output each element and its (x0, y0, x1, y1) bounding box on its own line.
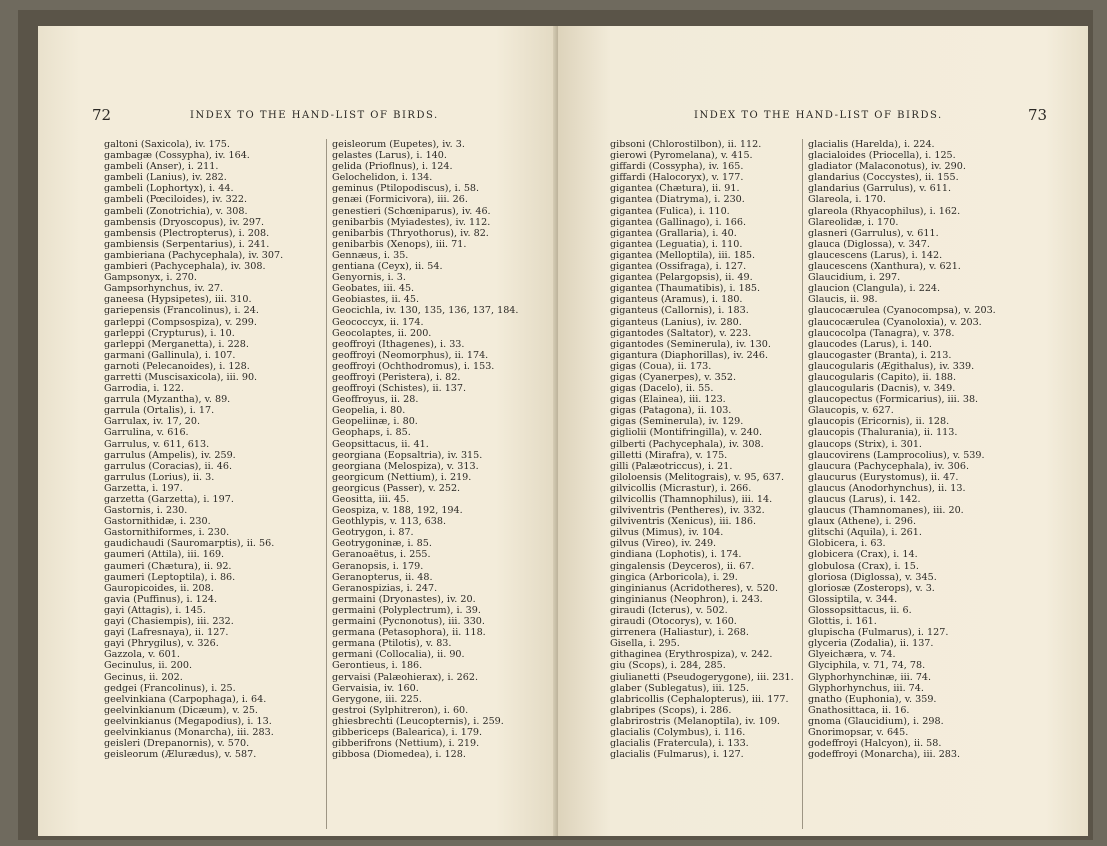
index-entry: gaumeri (Attila), iii. 169. (104, 549, 225, 561)
index-entry: garrulus (Coracias), ii. 46. (104, 460, 233, 472)
index-entry: glacialis (Harelda), i. 224. (808, 139, 935, 150)
index-entry: gigantea (Grallaria), i. 40. (610, 227, 737, 239)
index-entry: Geositta, iii. 45. (332, 494, 410, 505)
index-entry: giganteus (Aramus), i. 180. (610, 294, 743, 306)
index-entry: garrulus (Lorius), ii. 3. (104, 471, 215, 483)
index-entry: Gerygone, iii. 225. (332, 693, 422, 705)
index-entry: glaber (Sublegatus), iii. 125. (610, 682, 750, 694)
index-entry: germana (Ptilotis), v. 83. (332, 638, 452, 650)
index-entry: gambagæ (Cossypha), iv. 164. (104, 150, 250, 162)
index-entry: Gerontieus, i. 186. (332, 660, 423, 672)
index-entry: Garrulus, v. 611, 613. (104, 438, 210, 450)
index-entry: gnatho (Euphonia), v. 359. (808, 693, 937, 705)
index-entry: garmani (Gallinula), i. 107. (104, 349, 236, 361)
index-entry: ganeesa (Hypsipetes), iii. 310. (104, 294, 252, 306)
index-entry: genibarbis (Thryothorus), iv. 82. (332, 227, 489, 239)
index-entry: gilli (Palæotriccus), i. 21. (610, 460, 733, 472)
index-entry: gambensis (Dryoscopus), iv. 297. (104, 216, 265, 228)
index-entry: gilvus (Vireo), iv. 249. (610, 538, 717, 550)
index-entry: Geranoaëtus, i. 255. (332, 549, 431, 561)
index-entry: gambiensis (Serpentarius), i. 241. (104, 238, 270, 250)
index-entry: glaucodes (Larus), i. 140. (808, 338, 932, 350)
column-rule-right (802, 139, 803, 829)
index-entry: geoffroyi (Ithagenes), i. 33. (332, 338, 465, 350)
index-entry: georgicum (Nettium), i. 219. (332, 471, 472, 483)
index-entry: glacialis (Fratercula), i. 133. (610, 738, 749, 750)
index-entry: giganteus (Lanius), iv. 280. (610, 316, 742, 328)
index-entry: giulianetti (Pseudogerygone), iii. 231. (610, 671, 794, 683)
index-entry: gigas (Elainea), iii. 123. (610, 394, 726, 406)
index-entry: garzetta (Garzetta), i. 197. (104, 494, 234, 505)
index-entry: geelvinkianum (Dicæum), v. 25. (104, 704, 258, 716)
index-entry: gigas (Cyanerpes), v. 352. (610, 371, 737, 383)
index-entry: glandarius (Garrulus), v. 611. (808, 183, 952, 195)
index-entry: gelastes (Larus), i. 140. (332, 150, 447, 162)
index-entry: gayi (Chasiempis), iii. 232. (104, 616, 234, 628)
index-entry: Gecinus, ii. 202. (104, 671, 183, 683)
index-entry: gayi (Attagis), i. 145. (104, 604, 206, 616)
index-column-right-2 (808, 139, 996, 760)
left-page (38, 26, 558, 836)
index-entry: giganteus (Callornis), i. 183. (610, 305, 749, 317)
index-column-left-2 (332, 139, 518, 760)
index-entry: Geopeliinæ, i. 80. (332, 416, 418, 428)
index-entry: gayi (Lafresnaya), ii. 127. (104, 627, 229, 639)
index-entry: godeffroyi (Monarcha), iii. 283. (808, 749, 961, 761)
index-entry: Glyphorhynchinæ, iii. 74. (808, 671, 932, 683)
index-entry: Glareola, i. 170. (808, 194, 886, 206)
index-entry: geoffroyi (Neomorphus), ii. 174. (332, 349, 489, 361)
index-entry: godeffroyi (Halcyon), ii. 58. (808, 738, 942, 750)
index-entry: germaini (Dryonastes), iv. 20. (332, 593, 476, 605)
index-entry: gigantura (Diaphorillas), iv. 246. (610, 349, 769, 361)
index-entry: giloloensis (Melitograis), v. 95, 637. (610, 471, 785, 483)
index-entry: globicera (Crax), i. 14. (808, 549, 918, 561)
index-entry: gilberti (Pachycephala), iv. 308. (610, 438, 764, 450)
index-entry: glareola (Rhyacophilus), i. 162. (808, 205, 961, 217)
index-entry: geisleorum (Ælurædus), v. 587. (104, 749, 257, 761)
index-entry: gilviventris (Xenicus), iii. 186. (610, 516, 757, 528)
index-entry: glasneri (Garrulus), v. 611. (808, 227, 939, 239)
index-entry: glaucocolpa (Tanagra), v. 378. (808, 327, 955, 339)
index-entry: Glaucis, ii. 98. (808, 294, 878, 306)
index-entry: gibsoni (Chlorostilbon), ii. 112. (610, 139, 762, 150)
index-entry: glaucopis (Thalurania), ii. 113. (808, 427, 958, 439)
index-entry: gigas (Coua), ii. 173. (610, 360, 712, 372)
index-entry: Geothlypis, v. 113, 638. (332, 516, 447, 528)
index-entry: gentiana (Ceyx), ii. 54. (332, 261, 443, 273)
index-entry: germaini (Pycnonotus), iii. 330. (332, 616, 485, 628)
index-entry: gambieri (Pachycephala), iv. 308. (104, 261, 266, 273)
index-entry: gelida (Prioflnus), i. 124. (332, 161, 453, 173)
index-entry: gigantea (Pelargopsis), ii. 49. (610, 272, 753, 284)
index-entry: Gisella, i. 295. (610, 638, 680, 650)
index-entry: glacialis (Colymbus), i. 116. (610, 726, 746, 738)
index-entry: giffardi (Cossypha), iv. 165. (610, 161, 744, 173)
index-entry: Gampsonyx, i. 270. (104, 272, 197, 284)
index-entry: glaucogaster (Branta), i. 213. (808, 349, 952, 361)
index-entry: ginginianus (Neophron), i. 243. (610, 593, 763, 605)
index-entry: Glottis, i. 161. (808, 616, 877, 628)
index-entry: glaucus (Thamnomanes), iii. 20. (808, 505, 964, 517)
index-entry: glaux (Athene), i. 296. (808, 516, 917, 528)
index-entry: gambeli (Pœciloides), iv. 322. (104, 194, 248, 206)
index-entry: glacialis (Fulmarus), i. 127. (610, 749, 744, 761)
index-entry: Gastornithiformes, i. 230. (104, 527, 230, 539)
index-entry: gilviventris (Pentheres), iv. 332. (610, 505, 765, 517)
running-head-right: INDEX TO THE HAND-LIST OF BIRDS. (694, 110, 943, 121)
index-entry: gibbericeps (Balearica), i. 179. (332, 726, 483, 738)
index-entry: gilletti (Mirafra), v. 175. (610, 449, 728, 461)
index-entry: gigantea (Chætura), ii. 91. (610, 183, 740, 195)
index-entry: gigas (Dacelo), ii. 55. (610, 383, 714, 395)
index-entry: Globicera, i. 63. (808, 538, 886, 550)
index-entry: glaucops (Strix), i. 301. (808, 438, 922, 450)
index-entry: gigantea (Fulica), i. 110. (610, 205, 730, 217)
index-entry: gloriosæ (Zosterops), v. 3. (808, 582, 935, 594)
right-page (558, 26, 1088, 836)
index-entry: gilvicollis (Thamnophilus), iii. 14. (610, 494, 773, 505)
index-entry: Glossiptila, v. 344. (808, 593, 898, 605)
index-entry: Glaucopis, v. 627. (808, 405, 894, 417)
index-entry: gedgei (Francolinus), i. 25. (104, 682, 236, 694)
index-entry: Glaucidium, i. 297. (808, 272, 901, 284)
index-entry: geminus (Ptilopodiscus), i. 58. (332, 183, 480, 195)
index-entry: glaucocærulea (Cyanocompsa), v. 203. (808, 305, 996, 317)
index-entry: glabripes (Scops), i. 286. (610, 704, 732, 716)
index-entry: gindiana (Lophotis), i. 174. (610, 549, 742, 561)
index-entry: glaucion (Clangula), i. 224. (808, 283, 941, 295)
index-entry: Geocolaptes, ii. 200. (332, 327, 432, 339)
open-book (18, 10, 1093, 840)
index-entry: gnoma (Glaucidium), i. 298. (808, 715, 944, 727)
index-entry: glauca (Diglossa), v. 347. (808, 238, 930, 250)
index-entry: giffardi (Halocoryx), v. 177. (610, 172, 744, 184)
index-entry: gigantea (Diatryma), i. 230. (610, 194, 745, 206)
index-entry: garrula (Myzantha), v. 89. (104, 394, 231, 406)
index-entry: garrula (Ortalis), i. 17. (104, 405, 215, 417)
index-entry: Geophaps, i. 85. (332, 427, 411, 439)
index-entry: gigantodes (Seminerula), iv. 130. (610, 338, 771, 350)
index-entry: gambieriana (Pachycephala), iv. 307. (104, 249, 284, 261)
index-entry: glaucus (Larus), i. 142. (808, 494, 921, 505)
index-entry: Geopelia, i. 80. (332, 405, 406, 417)
index-entry: Gervaisia, iv. 160. (332, 682, 419, 694)
index-entry: genestieri (Schœniparus), iv. 46. (332, 205, 491, 217)
index-entry: girrenera (Haliastur), i. 268. (610, 627, 749, 639)
index-entry: garnoti (Pelecanoides), i. 128. (104, 360, 250, 372)
index-entry: glacialoides (Priocella), i. 125. (808, 150, 956, 162)
index-entry: Geoffroyus, ii. 28. (332, 394, 419, 406)
index-entry: garleppi (Merganetta), i. 228. (104, 338, 249, 350)
index-entry: garrulus (Ampelis), iv. 259. (104, 449, 236, 461)
index-entry: Geospiza, v. 188, 192, 194. (332, 505, 463, 517)
index-entry: gambeli (Anser), i. 211. (104, 161, 219, 173)
index-column-right-1 (610, 139, 794, 760)
index-entry: genæi (Formicivora), iii. 26. (332, 194, 468, 206)
index-entry: gavia (Puffinus), i. 124. (104, 593, 218, 605)
index-entry: gierowi (Pyromelana), v. 415. (610, 150, 753, 162)
index-entry: georgicus (Passer), v. 252. (332, 482, 461, 494)
page-number-right: 73 (1028, 106, 1048, 124)
index-entry: geoffroyi (Ochthodromus), i. 153. (332, 360, 495, 372)
index-entry: Gastornis, i. 230. (104, 505, 188, 517)
index-entry: geelvinkianus (Megapodius), i. 13. (104, 715, 272, 727)
index-entry: gervaisi (Palæohierax), i. 262. (332, 671, 479, 683)
index-entry: glaucopis (Ericornis), ii. 128. (808, 416, 950, 428)
index-entry: Gecinulus, ii. 200. (104, 660, 193, 672)
index-entry: glabricollis (Cephalopterus), iii. 177. (610, 693, 789, 705)
index-entry: gaumeri (Chætura), ii. 92. (104, 560, 232, 572)
index-entry: Geocichla, iv. 130, 135, 136, 137, 184. (332, 305, 519, 317)
index-entry: glaucus (Anodorhynchus), ii. 13. (808, 482, 966, 494)
index-entry: globulosa (Crax), i. 15. (808, 560, 919, 572)
index-column-left-1 (104, 139, 283, 760)
index-entry: giraudi (Otocorys), v. 160. (610, 616, 737, 628)
index-entry: gloriosa (Diglossa), v. 345. (808, 571, 937, 583)
index-entry: gigantea (Leguatia), i. 110. (610, 238, 743, 250)
index-entry: glaucogularis (Capito), ii. 188. (808, 371, 957, 383)
index-entry: Geranopsis, i. 179. (332, 560, 424, 572)
index-entry: galtoni (Saxicola), iv. 175. (104, 139, 230, 150)
index-entry: glaucogularis (Ægithalus), iv. 339. (808, 360, 975, 372)
index-entry: Gastornithidæ, i. 230. (104, 516, 211, 528)
index-entry: Geopsittacus, ii. 41. (332, 438, 429, 450)
index-entry: gilvicollis (Micrastur), i. 266. (610, 482, 752, 494)
index-entry: Gauropicoides, ii. 208. (104, 582, 214, 594)
index-entry: glupischa (Fulmarus), i. 127. (808, 627, 949, 639)
index-entry: gladiator (Malaconotus), iv. 290. (808, 161, 966, 173)
index-entry: geelvinkianus (Monarcha), iii. 283. (104, 726, 274, 738)
index-entry: geoffroyi (Peristera), i. 82. (332, 371, 461, 383)
index-entry: gigas (Patagona), ii. 103. (610, 405, 732, 417)
index-entry: Glyeichæra, v. 74. (808, 649, 896, 661)
index-entry: gigantodes (Saltator), v. 223. (610, 327, 752, 339)
index-entry: Garrodia, i. 122. (104, 383, 184, 395)
index-entry: glandarius (Coccystes), ii. 155. (808, 172, 959, 184)
index-entry: Glyciphila, v. 71, 74, 78. (808, 660, 926, 672)
index-entry: glaucocærulea (Cyanoloxia), v. 203. (808, 316, 982, 328)
index-entry: glaucopectus (Formicarius), iii. 38. (808, 394, 979, 406)
index-entry: Gnorimopsar, v. 645. (808, 726, 909, 738)
index-entry: germaini (Polyplectrum), i. 39. (332, 604, 481, 616)
index-entry: glaucura (Pachycephala), iv. 306. (808, 460, 970, 472)
index-entry: gestroi (Sylphitreron), i. 60. (332, 704, 469, 716)
index-entry: Garrulina, v. 616. (104, 427, 189, 439)
index-entry: geoffroyi (Schistes), ii. 137. (332, 383, 467, 395)
index-entry: gaudichaudi (Sauromarptis), ii. 56. (104, 538, 275, 550)
index-entry: gingica (Arboricola), i. 29. (610, 571, 738, 583)
index-entry: gigantea (Melloptila), iii. 185. (610, 249, 756, 261)
column-rule-left (326, 139, 327, 829)
index-entry: gambeli (Lanius), iv. 282. (104, 172, 227, 184)
index-entry: genibarbis (Xenops), iii. 71. (332, 238, 467, 250)
index-entry: Gazzola, v. 601. (104, 649, 180, 661)
index-entry: gingalensis (Deyceros), ii. 67. (610, 560, 755, 572)
index-entry: geisleri (Drepanornis), v. 570. (104, 738, 250, 750)
index-entry: Gampsorhynchus, iv. 27. (104, 283, 224, 295)
index-entry: Glareolidæ, i. 170. (808, 216, 899, 228)
index-entry: Geotrygon, i. 87. (332, 527, 414, 539)
index-entry: glaucescens (Larus), i. 142. (808, 249, 943, 261)
index-entry: genibarbis (Myiadestes), iv. 112. (332, 216, 491, 228)
index-entry: gigliolii (Montifringilla), v. 240. (610, 427, 762, 439)
index-entry: Garzetta, i. 197. (104, 482, 183, 494)
index-entry: gayi (Phrygilus), v. 326. (104, 638, 219, 650)
index-entry: germani (Collocalia), ii. 90. (332, 649, 465, 661)
index-entry: Garrulax, iv. 17, 20. (104, 416, 201, 428)
index-entry: glitschi (Aquila), i. 261. (808, 527, 922, 539)
index-entry: Geobates, iii. 45. (332, 283, 415, 295)
index-entry: Geranospizias, i. 247. (332, 582, 438, 594)
index-entry: Gelochelidon, i. 134. (332, 172, 433, 184)
index-entry: glyceria (Zodalia), ii. 137. (808, 638, 934, 650)
index-entry: gigantea (Ossifraga), i. 127. (610, 261, 747, 273)
index-entry: Geotrygoninæ, i. 85. (332, 538, 432, 550)
index-entry: gambensis (Plectropterus), i. 208. (104, 227, 270, 239)
index-entry: gilvus (Mimus), iv. 104. (610, 527, 724, 539)
index-entry: Gnathosittaca, ii. 16. (808, 704, 910, 716)
index-entry: Geranopterus, ii. 48. (332, 571, 433, 583)
index-entry: geelvinkiana (Carpophaga), i. 64. (104, 693, 267, 705)
index-entry: gambeli (Zonotrichia), v. 308. (104, 205, 248, 217)
index-entry: Glyphorhynchus, iii. 74. (808, 682, 924, 694)
index-entry: gaumeri (Leptoptila), i. 86. (104, 571, 236, 583)
index-entry: glaucovirens (Lamprocolius), v. 539. (808, 449, 985, 461)
page-number-left: 72 (92, 106, 112, 124)
index-entry: gariepensis (Francolinus), i. 24. (104, 305, 259, 317)
index-entry: ghiesbrechti (Leucopternis), i. 259. (332, 715, 504, 727)
index-entry: ginginianus (Acridotheres), v. 520. (610, 582, 778, 594)
index-entry: giu (Scops), i. 284, 285. (610, 660, 726, 672)
index-entry: gibberifrons (Nettium), i. 219. (332, 738, 480, 750)
index-entry: glaucescens (Xanthura), v. 621. (808, 261, 961, 273)
index-entry: gigas (Seminerula), iv. 129. (610, 416, 744, 428)
index-entry: Geobiastes, ii. 45. (332, 294, 420, 306)
index-entry: georgiana (Melospiza), v. 313. (332, 460, 479, 472)
running-head-left: INDEX TO THE HAND-LIST OF BIRDS. (190, 110, 439, 121)
index-entry: garleppi (Crypturus), i. 10. (104, 327, 235, 339)
index-entry: garleppi (Compsospiza), v. 299. (104, 316, 257, 328)
index-entry: georgiana (Eopsaltria), iv. 315. (332, 449, 483, 461)
index-entry: giraudi (Icterus), v. 502. (610, 604, 728, 616)
index-entry: Glossopsittacus, ii. 6. (808, 604, 912, 616)
index-entry: glaucurus (Eurystomus), ii. 47. (808, 471, 959, 483)
index-entry: glaucogularis (Dacnis), v. 349. (808, 383, 956, 395)
index-entry: Genyornis, i. 3. (332, 272, 406, 284)
index-entry: garretti (Muscisaxicola), iii. 90. (104, 371, 258, 383)
index-entry: gigantea (Thaumatibis), i. 185. (610, 283, 761, 295)
index-entry: Gennæus, i. 35. (332, 249, 409, 261)
index-entry: glabrirostris (Melanoptila), iv. 109. (610, 715, 780, 727)
index-entry: gigantea (Gallinago), i. 166. (610, 216, 747, 228)
index-entry: gambeli (Lophortyx), i. 44. (104, 183, 234, 195)
index-entry: geisleorum (Eupetes), iv. 3. (332, 139, 465, 150)
index-entry: gibbosa (Diomedea), i. 128. (332, 749, 466, 761)
index-entry: githaginea (Erythrospiza), v. 242. (610, 649, 773, 661)
index-entry: Geococcyx, ii. 174. (332, 316, 424, 328)
index-entry: germana (Petasophora), ii. 118. (332, 627, 486, 639)
